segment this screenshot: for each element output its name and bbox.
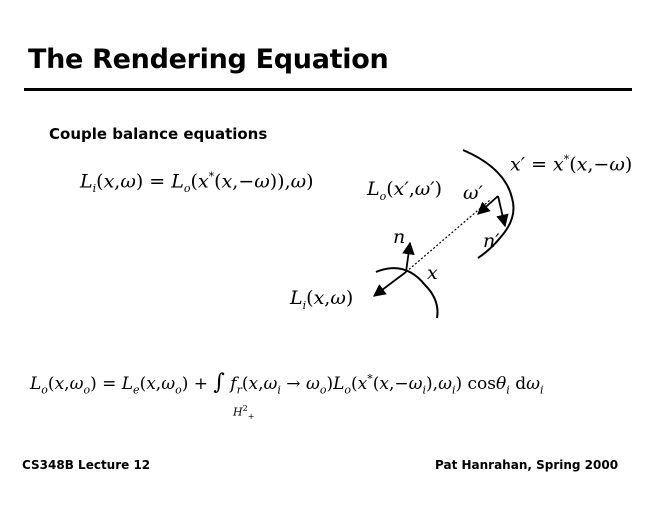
n-prime-label: n′ [483, 230, 500, 252]
li-label: $L_i(x,\omega)$ [290, 287, 354, 312]
ray-dotted-line [406, 200, 490, 272]
footer-right: Pat Hanrahan, Spring 2000 [435, 458, 619, 472]
omega-prime-label: ω′ [463, 182, 483, 204]
x-label: x [427, 262, 438, 284]
n-prime-arrow [498, 196, 505, 226]
rendering-equation: $L_o(x,\omega_o) = L_e(x,\omega_o)$ + ∫ $f_r(x,\omega_i \to \omega_o)L_o(x^*(x,-\omega_i),\omega_i)$ cosθ$_i$ $d\omega_i$ [30, 370, 544, 397]
lo-label: $L_o(x',\omega')$ [367, 178, 442, 203]
n-label: n [393, 226, 406, 248]
integral-domain: $H^2_+$ [233, 404, 255, 421]
slide-title: The Rendering Equation [28, 44, 389, 75]
li-direction-arrow [374, 272, 406, 296]
x-prime-definition: x′ = x*(x,−ω) [510, 153, 633, 176]
subtitle: Couple balance equations [49, 125, 268, 143]
footer-left: CS348B Lecture 12 [22, 458, 151, 472]
n-arrow [406, 243, 410, 272]
coupling-equation: $L_i(x,\omega) = L_o(x^*(x,-\omega)),\omega$) [80, 170, 314, 196]
